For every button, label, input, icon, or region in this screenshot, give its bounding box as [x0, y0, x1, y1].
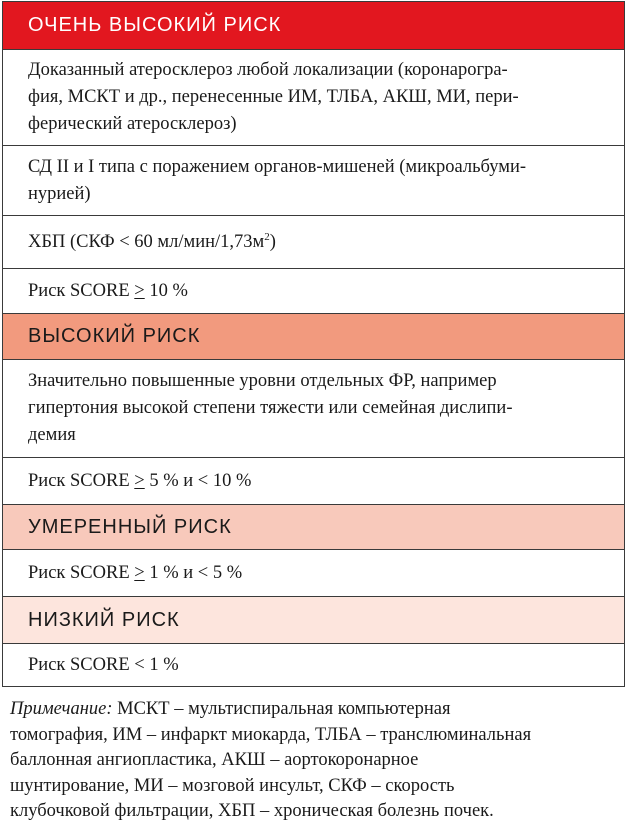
greater-equal-sign: > — [134, 280, 145, 301]
high-score — [3, 457, 624, 504]
low-score — [3, 643, 624, 686]
low-risk-header — [3, 596, 624, 643]
risk-table — [2, 1, 625, 687]
very-high-risk-header — [3, 2, 624, 49]
score-text — [28, 560, 242, 587]
high-risk-header — [3, 313, 624, 359]
text-line: нурией) — [28, 183, 91, 204]
footnote — [10, 697, 622, 825]
moderate-risk-title: УМЕРЕННЫЙ РИСК — [28, 515, 232, 538]
moderate-score — [3, 549, 624, 596]
score-value: 1 % и < 5 % — [144, 562, 243, 583]
footnote-label: Примечание: — [10, 699, 113, 719]
greater-equal-sign: > — [134, 562, 145, 583]
ckd-text — [28, 229, 276, 256]
text-line: фия, МСКТ и др., перенесенные ИМ, ТЛБА, АКШ, МИ, пери- — [28, 87, 519, 107]
footnote-text: МСКТ – мультиспиральная компьютерная — [112, 699, 451, 719]
moderate-risk-header — [3, 504, 624, 549]
score-value: 10 % — [144, 280, 188, 301]
text-line: Доказанный атеросклероз любой локализации (коронарогра- — [28, 60, 508, 80]
score-text — [28, 278, 188, 305]
score-prefix: Риск SCORE — [28, 280, 135, 301]
footnote-line: томография, ИМ – инфаркт миокарда, ТЛБА – транслюминальная — [10, 724, 532, 745]
score-text — [28, 468, 251, 495]
footnote-line: шунтирование, МИ – мозговой инсульт, СКФ – скорость — [10, 775, 455, 796]
very-high-item-diabetes — [3, 145, 624, 215]
score-value: 5 % и < 10 % — [144, 470, 252, 491]
high-risk-title: ВЫСОКИЙ РИСК — [28, 325, 201, 347]
text-line: Значительно повышенные уровни отдельных ФР, например — [28, 371, 497, 391]
footnote-line: клубочковой фильтрации, ХБП – хроническая болезнь почек. — [10, 801, 494, 821]
ckd-superscript: 2 — [264, 230, 270, 243]
text-line: СД II и I типа с поражением органов-мишеней (микроальбуми- — [28, 156, 527, 177]
greater-equal-sign: > — [134, 470, 145, 491]
very-high-risk-title: ОЧЕНЬ ВЫСОКИЙ РИСК — [28, 14, 282, 36]
very-high-score — [3, 268, 624, 313]
text-line: ферический атеросклероз) — [28, 114, 237, 134]
very-high-item-ckd — [3, 215, 624, 268]
ckd-suffix: ) — [269, 231, 276, 252]
text-line: демия — [28, 425, 76, 445]
score-prefix: Риск SCORE — [28, 470, 135, 491]
text-line: гипертония высокой степени тяжести или семейная дислипи- — [28, 398, 513, 418]
low-risk-title: НИЗКИЙ РИСК — [28, 608, 180, 631]
footnote-line: баллонная ангиопластика, АКШ – аортокоронарное — [10, 750, 419, 770]
ckd-prefix: ХБП (СКФ < 60 мл/мин/1,73м — [28, 231, 265, 252]
high-item-risk-factors — [3, 359, 624, 457]
score-text: Риск SCORE < 1 % — [28, 654, 179, 675]
footnote-line — [10, 697, 622, 723]
score-prefix: Риск SCORE — [28, 562, 135, 583]
very-high-item-atherosclerosis — [3, 49, 624, 145]
